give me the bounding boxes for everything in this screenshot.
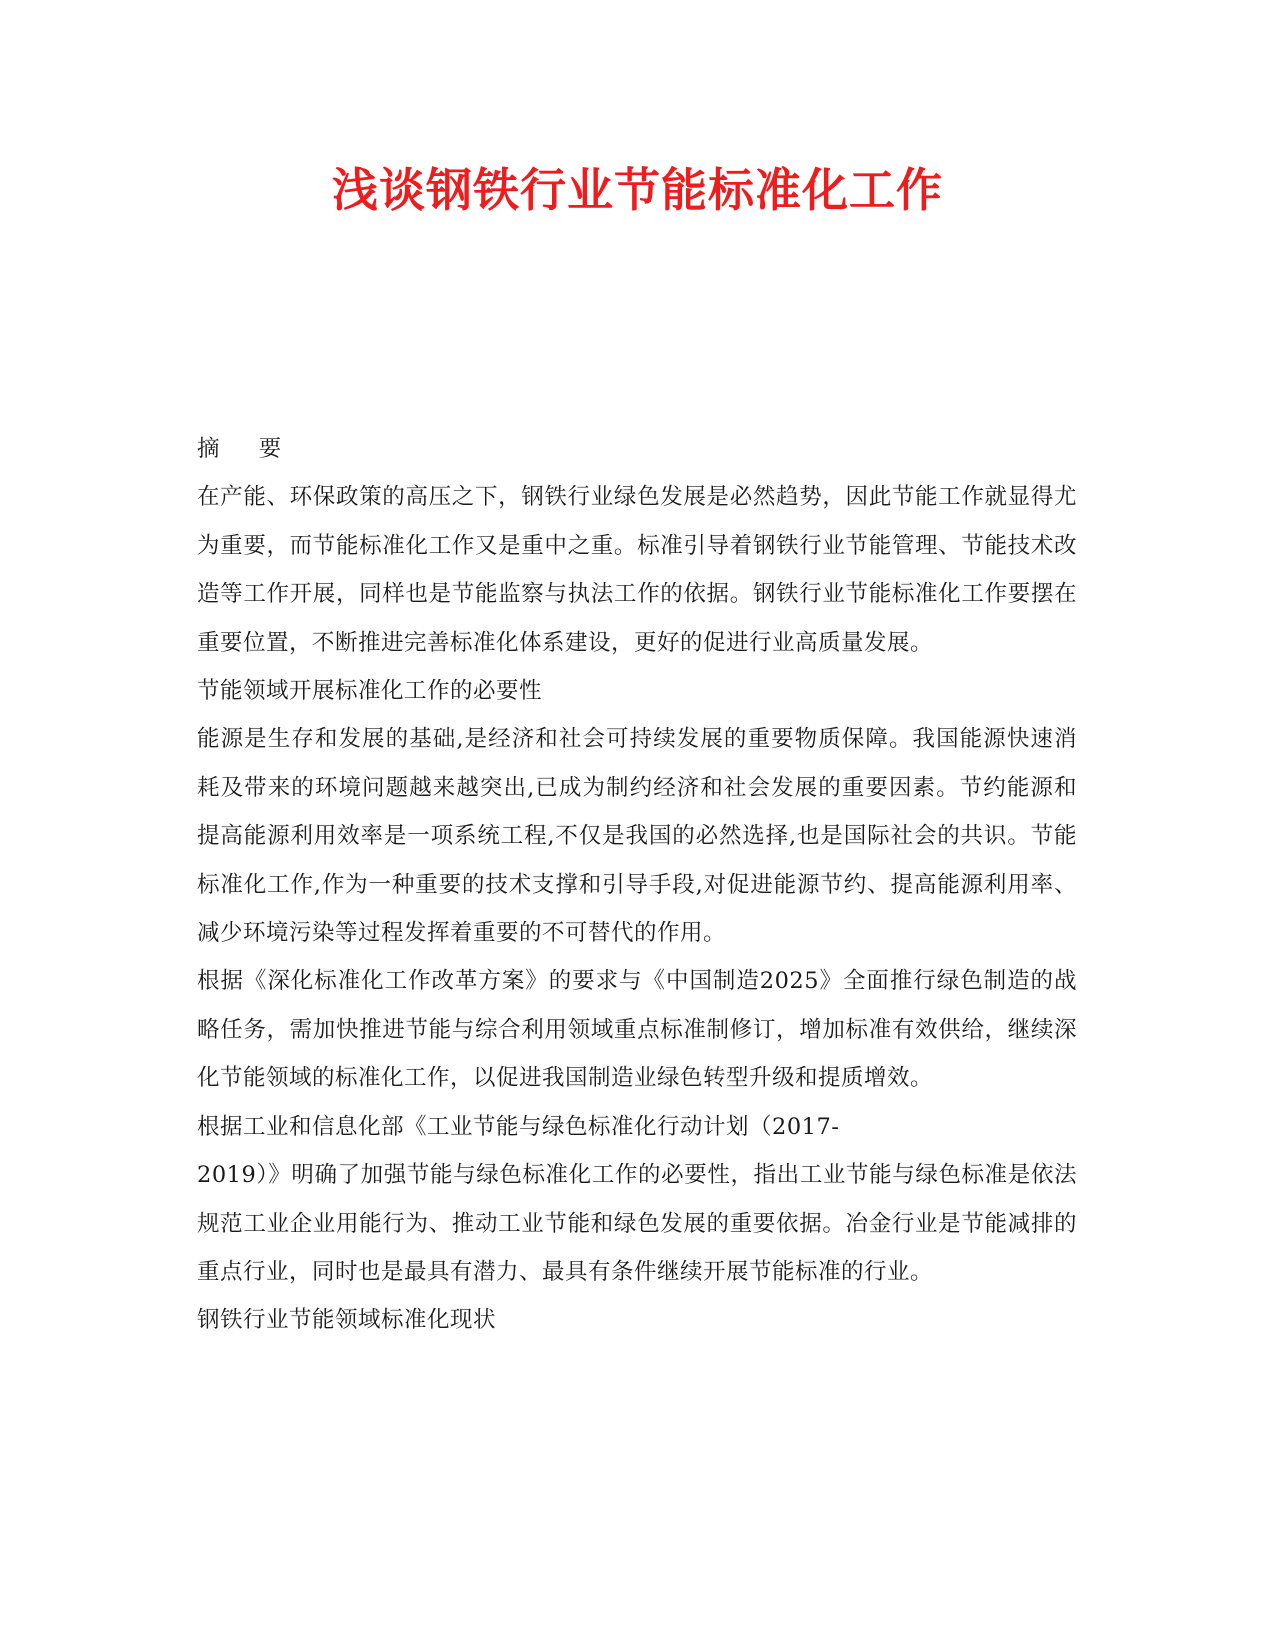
body-paragraph-reform: 根据《深化标准化工作改革方案》的要求与《中国制造2025》全面推行绿色制造的战略任务，需加快推进节能与综合利用领域重点标准制修订，增加标准有效供给，继续深化节能领域的标准化工作，以促进我国制造业绿色转型升级和提质增效。 <box>197 968 1077 1092</box>
body-paragraph-energy: 能源是生存和发展的基础,是经济和社会可持续发展的重要物质保障。我国能源快速消耗及带来的环境问题越来越突出,已成为制约经济和社会发展的重要因素。节约能源和提高能源利用效率是一项系统工程,不仅是我国的必然选择,也是国际社会的共识。节能标准化工作,作为一种重要的技术支撑和引导手段,对促进能源节约、提高能源利用率、减少环境污染等过程发挥着重要的不可替代的作用。 <box>197 726 1077 947</box>
document-body <box>197 425 1077 1345</box>
section-heading-necessity: 节能领域开展标准化工作的必要性 <box>197 678 543 705</box>
abstract-label: 摘 要 <box>197 436 298 462</box>
body-paragraph-plan-rest: 2019）》明确了加强节能与绿色标准化工作的必要性，指出工业节能与绿色标准是依法规范工业企业用能行为、推动工业节能和绿色发展的重要依据。冶金行业是节能减排的重点行业，同时也是最具有潜力、最具有条件继续开展节能标准的行业。 <box>197 1162 1077 1285</box>
section-heading-status: 钢铁行业节能领域标准化现状 <box>197 1307 497 1334</box>
document-title: 浅谈钢铁行业节能标准化工作 <box>332 163 943 217</box>
abstract-paragraph: 在产能、环保政策的高压之下，钢铁行业绿色发展是必然趋势，因此节能工作就显得尤为重要，而节能标准化工作又是重中之重。标准引导着钢铁行业节能管理、节能技术改造等工作开展，同样也是节能监察与执法工作的依据。钢铁行业节能标准化工作要摆在重要位置，不断推进完善标准化体系建设，更好的促进行业高质量发展。 <box>197 484 1077 656</box>
body-paragraph-plan-line1: 根据工业和信息化部《工业节能与绿色标准化行动计划（2017- <box>197 1113 840 1140</box>
